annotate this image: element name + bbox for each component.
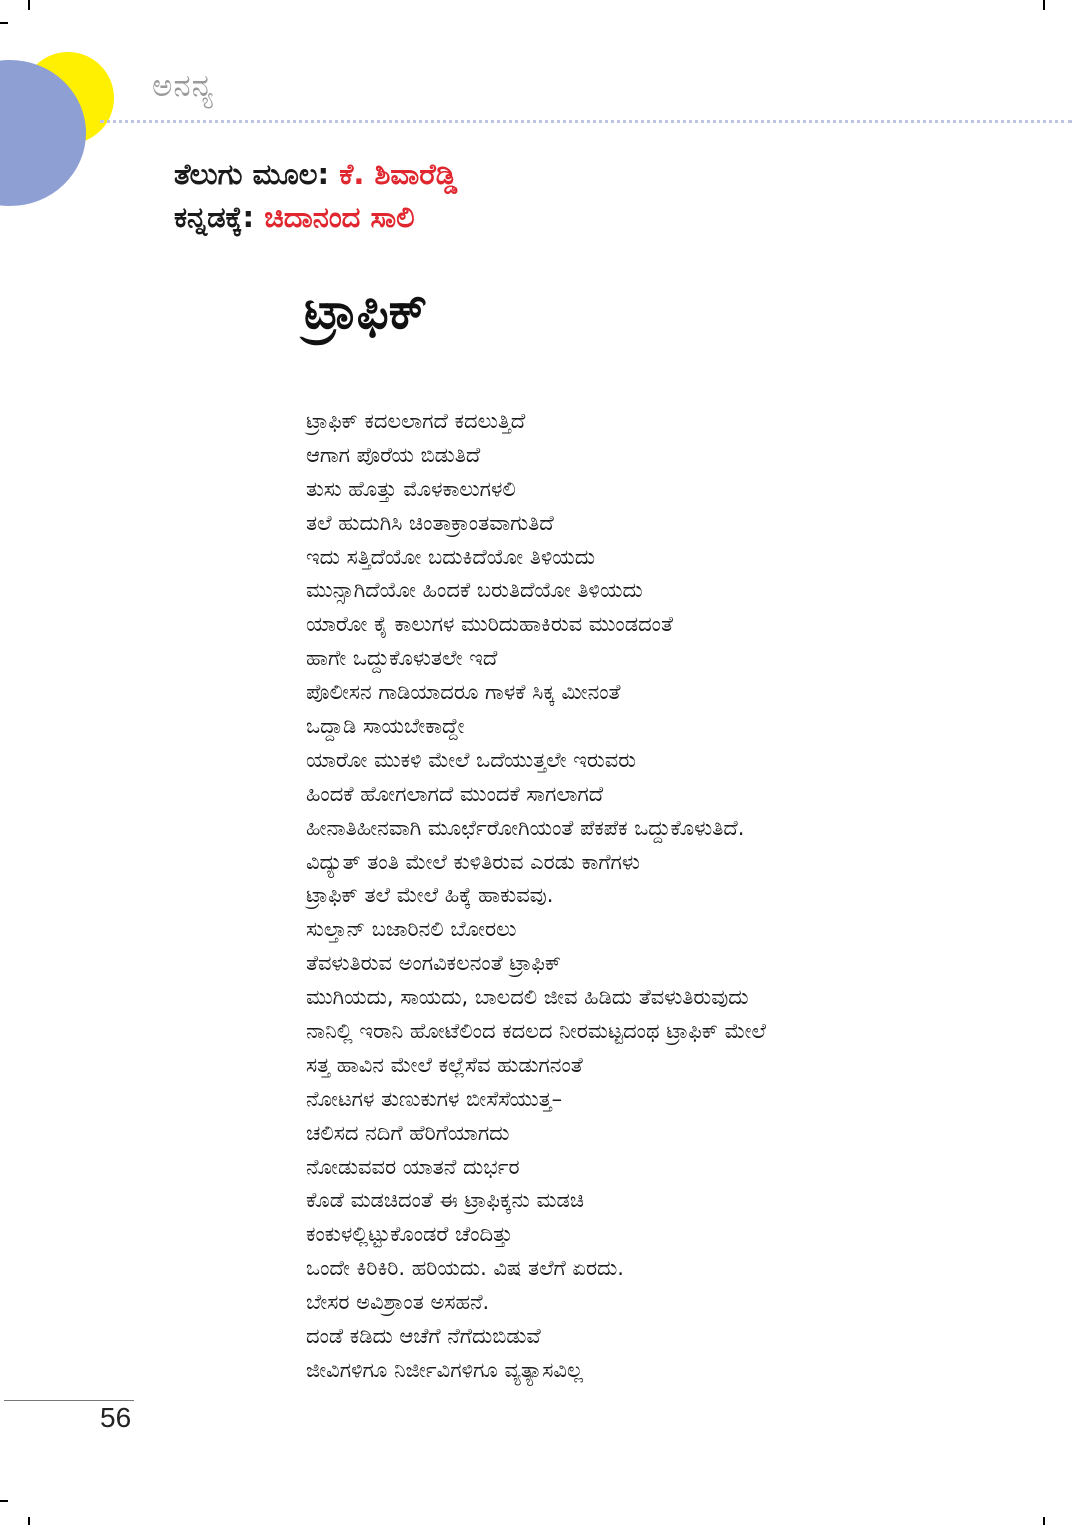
poem-line: ತುಸು ಹೊತ್ತು ಮೊಳಕಾಲುಗಳಲಿ bbox=[306, 476, 516, 501]
poem-line: ಯಾರೋ ಕೈ ಕಾಲುಗಳ ಮುರಿದುಹಾಕಿರುವ ಮುಂಡದಂತೆ bbox=[306, 612, 673, 637]
poem-line: ಹಿಂದಕೆ ಹೋಗಲಾಗದೆ ಮುಂದಕೆ ಸಾಗಲಾಗದೆ bbox=[306, 781, 604, 806]
poem-line: ಯಾರೋ ಮುಕಳಿ ಮೇಲೆ ಒದೆಯುತ್ತಲೇ ಇರುವರು bbox=[306, 747, 636, 772]
crop-mark-top-right bbox=[1043, 0, 1045, 10]
translation-credit-line bbox=[174, 200, 415, 235]
poem-line: ನಾನಿಲ್ಲಿ ಇರಾನಿ ಹೋಟೆಲಿಂದ ಕದಲದ ನೀರಮಟ್ಟದಂಥ ಟ್ರಾಫಿಕ್ ಮೇಲೆ bbox=[306, 1019, 766, 1044]
poem-line: ಹಾಗೇ ಒದ್ದುಕೊಳುತಲೇ ಇದೆ bbox=[306, 646, 498, 671]
crop-mark-left-top bbox=[0, 22, 8, 24]
poem-line: ತೆವಳುತಿರುವ ಅಂಗವಿಕಲನಂತೆ ಟ್ರಾಫಿಕ್ bbox=[306, 951, 562, 976]
poem-line: ಕೊಡೆ ಮಡಚಿದಂತೆ ಈ ಟ್ರಾಫಿಕ್ಕನು ಮಡಚಿ bbox=[306, 1188, 584, 1213]
translation-label: ಕನ್ನಡಕ್ಕೆ: bbox=[174, 200, 265, 234]
poem-title: ಟ್ರಾಫಿಕ್ bbox=[304, 282, 428, 340]
poem-line: ಮುಗಿಯದು, ಸಾಯದು, ಬಾಲದಲಿ ಜೀವ ಹಿಡಿದು ತೆವಳುತಿರುವುದು bbox=[306, 985, 749, 1010]
poem-line: ತಲೆ ಹುದುಗಿಸಿ ಚಿಂತಾಕ್ರಾಂತವಾಗುತಿದೆ bbox=[306, 510, 554, 535]
translator-name: ಚಿದಾನಂದ ಸಾಲಿ bbox=[264, 200, 415, 234]
poem-line: ದಂಡೆ ಕಡಿದು ಆಚೆಗೆ ನೆಗೆದುಬಿಡುವೆ bbox=[306, 1324, 541, 1349]
crop-mark-bottom-left bbox=[28, 1517, 30, 1525]
poem-line: ನೋಟಗಳ ತುಣುಕುಗಳ ಬೀಸೆಸೆಯುತ್ತ– bbox=[306, 1086, 563, 1111]
poem-line: ಟ್ರಾಫಿಕ್ ಕದಲಲಾಗದೆ ಕದಲುತ್ತಿದೆ bbox=[306, 409, 526, 433]
crop-mark-top-left bbox=[28, 0, 30, 10]
poem-line: ಒದ್ದಾಡಿ ಸಾಯಬೇಕಾದ್ದೇ bbox=[306, 714, 465, 739]
poem-line: ಒಂದೇ ಕಿರಿಕಿರಿ. ಹರಿಯದು. ವಿಷ ತಲೆಗೆ ಏರದು. bbox=[306, 1256, 624, 1281]
poem-line: ಇದು ಸತ್ತಿದೆಯೋ ಬದುಕಿದೆಯೋ ತಿಳಿಯದು bbox=[306, 544, 596, 569]
poem-line: ಮುನ್ಸಾಗಿದೆಯೋ ಹಿಂದಕೆ ಬರುತಿದೆಯೋ ತಿಳಿಯದು bbox=[306, 578, 643, 603]
crop-mark-left-bottom bbox=[0, 1500, 8, 1502]
series-title: ಅನನ್ಯ bbox=[152, 68, 215, 104]
crop-mark-bottom-right bbox=[1043, 1517, 1045, 1525]
poem-line: ಸತ್ತ ಹಾವಿನ ಮೇಲೆ ಕಲ್ಲೆಸೆವ ಹುಡುಗನಂತೆ bbox=[306, 1052, 583, 1077]
poem-line: ನೋಡುವವರ ಯಾತನೆ ದುರ್ಭರ bbox=[306, 1154, 520, 1179]
header-dotted-rule bbox=[100, 120, 1072, 123]
page-number-rule bbox=[4, 1400, 134, 1401]
poem-line: ಟ್ರಾಫಿಕ್ ತಲೆ ಮೇಲೆ ಹಿಕ್ಕೆ ಹಾಕುವವು. bbox=[306, 883, 554, 908]
poem-line: ಚಲಿಸದ ನದಿಗೆ ಹೆರಿಗೆಯಾಗದು bbox=[306, 1120, 510, 1145]
poem-body bbox=[306, 405, 1046, 1388]
original-language-label: ತೆಲುಗು ಮೂಲ: bbox=[174, 157, 340, 191]
poem-line: ಆಗಾಗ ಪೊರೆಯ ಬಿಡುತಿದೆ bbox=[306, 442, 481, 467]
original-credit-line bbox=[174, 157, 457, 192]
page-number: 56 bbox=[100, 1402, 132, 1433]
poem-line: ಬೇಸರ ಅವಿಶ್ರಾಂತ ಅಸಹನೆ. bbox=[306, 1290, 490, 1315]
poem-line: ಕಂಕುಳಲ್ಲಿಟ್ಟುಕೊಂಡರೆ ಚೆಂದಿತ್ತು bbox=[306, 1222, 513, 1247]
poem-line: ವಿದ್ಯುತ್ ತಂತಿ ಮೇಲೆ ಕುಳಿತಿರುವ ಎರಡು ಕಾಗೆಗಳು bbox=[306, 849, 640, 874]
poem-line: ಪೊಲೀಸನ ಗಾಡಿಯಾದರೂ ಗಾಳಕೆ ಸಿಕ್ಕ ಮೀನಂತೆ bbox=[306, 680, 621, 705]
poem-line: ಸುಲ್ತಾನ್ ಬಜಾರಿನಲಿ ಬೋರಲು bbox=[306, 917, 517, 942]
original-author: ಕೆ. ಶಿವಾರೆಡ್ಡಿ bbox=[339, 157, 458, 191]
poem-line: ಹೀನಾತಿಹೀನವಾಗಿ ಮೂರ್ಛೆರೋಗಿಯಂತೆ ಪೆಕಪೆಕ ಒದ್ದುಕೊಳುತಿದೆ. bbox=[306, 815, 745, 840]
poem-line: ಜೀವಿಗಳಿಗೂ ನಿರ್ಜೀವಿಗಳಿಗೂ ವ್ಯತ್ಯಾಸವಿಲ್ಲ bbox=[306, 1357, 584, 1382]
